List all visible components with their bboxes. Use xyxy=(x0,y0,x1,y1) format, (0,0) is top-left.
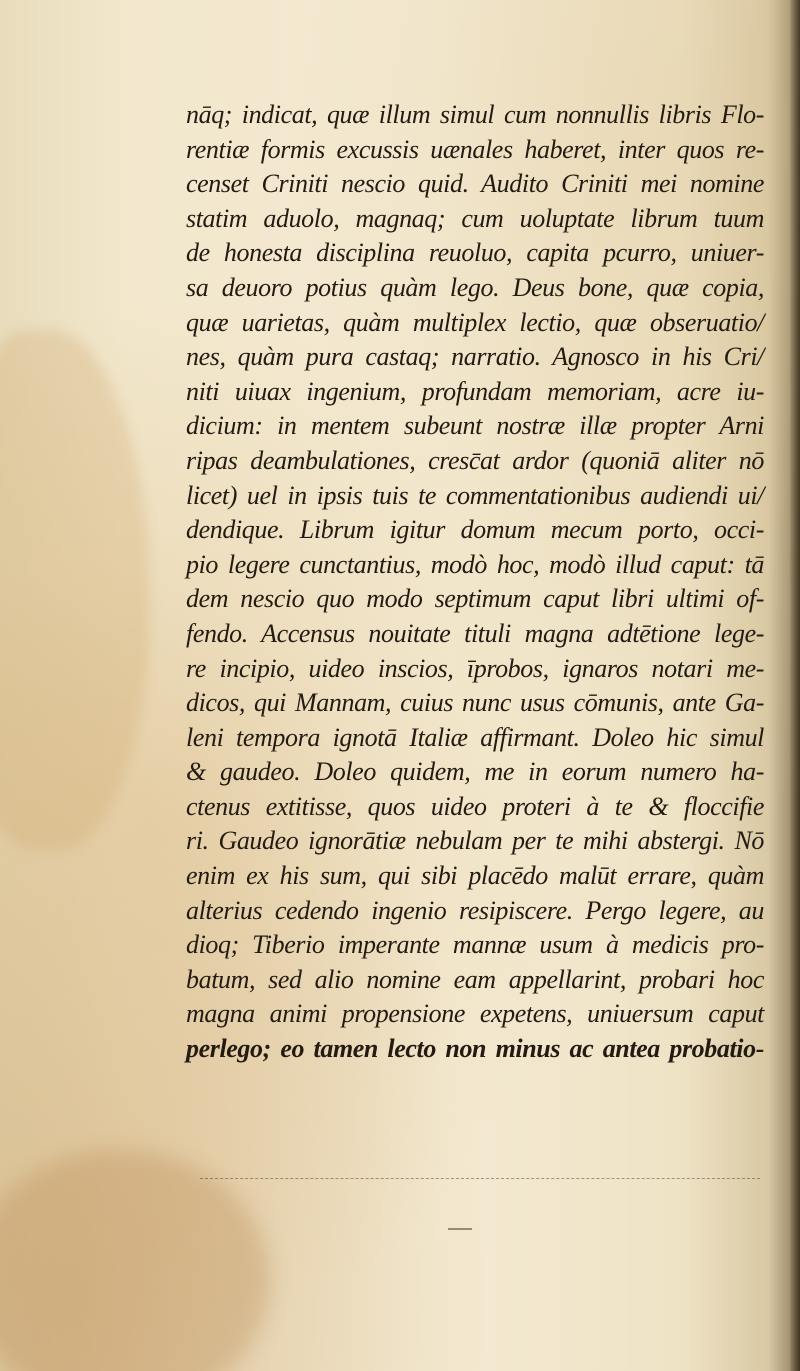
text-line: alterius cedendo ingenio resipiscere. Pergo legere, au xyxy=(186,895,764,925)
text-line: dicium: in mentem subeunt nostræ illæ propter Arni xyxy=(186,411,764,441)
text-baseline-rule xyxy=(200,1178,760,1179)
text-line: rentiæ formis excussis uænales haberet, inter quos re- xyxy=(186,134,764,164)
text-line: statim aduolo, magnaq; cum uoluptate librum tuum xyxy=(186,203,764,233)
text-line: de honesta disciplina reuoluo, capita pcurro, uniuer- xyxy=(186,238,764,268)
text-line: perlego; eo tamen lecto non minus ac antea probatio- xyxy=(186,1034,764,1064)
signature-mark xyxy=(448,1228,472,1230)
text-line: dendique. Librum igitur domum mecum porto, occi- xyxy=(186,515,764,545)
text-line: ri. Gaudeo ignorātiæ nebulam per te mihi abstergi. Nō xyxy=(186,826,764,856)
text-line: leni tempora ignotā Italiæ affirmant. Doleo hic simul xyxy=(186,722,764,752)
text-line: niti uiuax ingenium, profundam memoriam, acre iu- xyxy=(186,376,764,406)
text-line: ctenus extitisse, quos uideo proteri à te & floccifie xyxy=(186,791,764,821)
text-line: sa deuoro potius quàm lego. Deus bone, quæ copia, xyxy=(186,272,764,302)
text-line: pio legere cunctantius, modò hoc, modò illud caput: tā xyxy=(186,549,764,579)
text-line: re incipio, uideo inscios, īprobos, ignaros notari me- xyxy=(186,653,764,683)
text-line: quæ uarietas, quàm multiplex lectio, quæ obseruatio/ xyxy=(186,307,764,337)
text-line: licet) uel in ipsis tuis te commentationibus audiendi ui/ xyxy=(186,480,764,510)
text-line: dicos, qui Mannam, cuius nunc usus cōmunis, ante Ga- xyxy=(186,688,764,718)
page-text xyxy=(186,98,764,1067)
text-line: ripas deambulationes, cresc̄at ardor (quoniā aliter nō xyxy=(186,445,764,475)
text-line: fendo. Accensus nouitate tituli magna adtētione lege- xyxy=(186,618,764,648)
water-stain xyxy=(0,1150,270,1371)
text-line: dioq; Tiberio imperante mannæ usum à medicis pro- xyxy=(186,930,764,960)
text-line: nāq; indicat, quæ illum simul cum nonnullis libris Flo- xyxy=(186,100,764,129)
text-line: nes, quàm pura castaq; narratio. Agnosco in his Cri/ xyxy=(186,342,764,372)
text-line: batum, sed alio nomine eam appellarint, probari hoc xyxy=(186,964,764,994)
text-line: enim ex his sum, qui sibi placēdo malūt errare, quàm xyxy=(186,861,764,891)
text-line: magna animi propensione expetens, uniuersum caput xyxy=(186,999,764,1029)
text-line: & gaudeo. Doleo quidem, me in eorum numero ha- xyxy=(186,757,764,787)
text-line: censet Criniti nescio quid. Audito Criniti mei nomine xyxy=(186,169,764,199)
foxing-stain xyxy=(0,330,150,850)
page-gutter-edge xyxy=(790,0,800,1371)
text-line: dem nescio quo modo septimum caput libri ultimi of- xyxy=(186,584,764,614)
